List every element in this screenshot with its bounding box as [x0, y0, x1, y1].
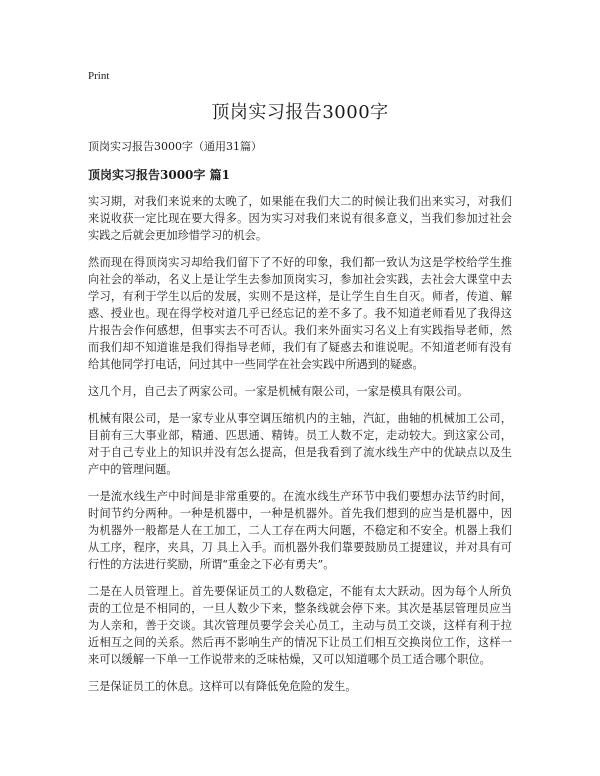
paragraph-1: 实习期，对我们来说来的太晚了，如果能在我们大二的时候让我们出来实习，对我们来说收获一定比现在要大得多。因为实习对我们来说有很多意义，当我们参加过社会实践之后就会更加珍惜学习的机会。: [88, 195, 512, 242]
paragraph-7: 三是保证员工的休息。这样可以有降低免危险的发生。: [88, 680, 357, 693]
paragraph-5: 一是流水线生产中时间是非常重要的。在流水线生产环节中我们要想办法节约时间，时间节约分两种。一种是机器中，一种是机器外。首先我们想到的应当是机器中，因为机器外一般都是人在工加工，二人工存在两大问题，不稳定和不安全。机器上我们从工序，程序，夹具，刀 具上入手。而机器外我们靠要鼓励员工提建议，并对具有可行性的方法进行奖励，所谓“重金之下必有勇夫”。: [88, 490, 512, 571]
print-label: Print: [88, 70, 110, 82]
paragraph-2: 然而现在得顶岗实习却给我们留下了不好的印象，我们都一致认为这是学校给学生推向社会的举动，名义上是让学生去参加顶岗实习，参加社会实践，去社会大课堂中去学习，有利于学生以后的发展，实则不是这样，是让学生自生自灭。师者，传道、解惑、授业也。现在得学校对道几乎已经忘记的差不多了。我不知道老师看见了我得这片报告会作何感想，但事实去不可否认。我们来外面实习名义上有实践指导老师，然而我们却不知道谁是我们得指导老师，我们有了疑惑去和谁说呢。不知道老师有没有给其他同学打电话，问过其中一些同学在社会实践中所遇到的疑惑。: [88, 256, 512, 371]
paragraph-3: 这几个月，自己去了两家公司。一家是机械有限公司，一家是模具有限公司。: [88, 385, 469, 398]
document-title: 顶岗实习报告3000字: [211, 102, 389, 123]
paragraph-4: 机械有限公司，是一家专业从事空调压缩机内的主轴，汽缸，曲轴的机械加工公司，目前有三大事业部，精通、匹思通、精铸。员工人数不定，走动较大。到这家公司，对于自己专业上的知识并没有怎么提高，但是我看到了流水线生产中的优缺点以及生产中的管理问题。: [88, 412, 512, 476]
document-subtitle: 顶岗实习报告3000字（通用31篇）: [88, 140, 262, 153]
paragraph-6: 二是在人员管理上。首先要保证员工的人数稳定，不能有太大跃动。因为每个人所负责的工位是不相同的，一旦人数少下来，整条线就会停下来。其次是基层管理员应当为人亲和，善于交谈。其次管理员要学会关心员工，主动与员工交谈，这样有利于拉近相互之间的关系。然后再不影响生产的情况下让员工们相互交换岗位工作，这样一来可以缓解一下单一工作说带来的乏味枯燥，又可以知道哪个员工适合哪个职位。: [88, 585, 512, 666]
section-heading: 顶岗实习报告3000字 篇1: [88, 168, 230, 182]
